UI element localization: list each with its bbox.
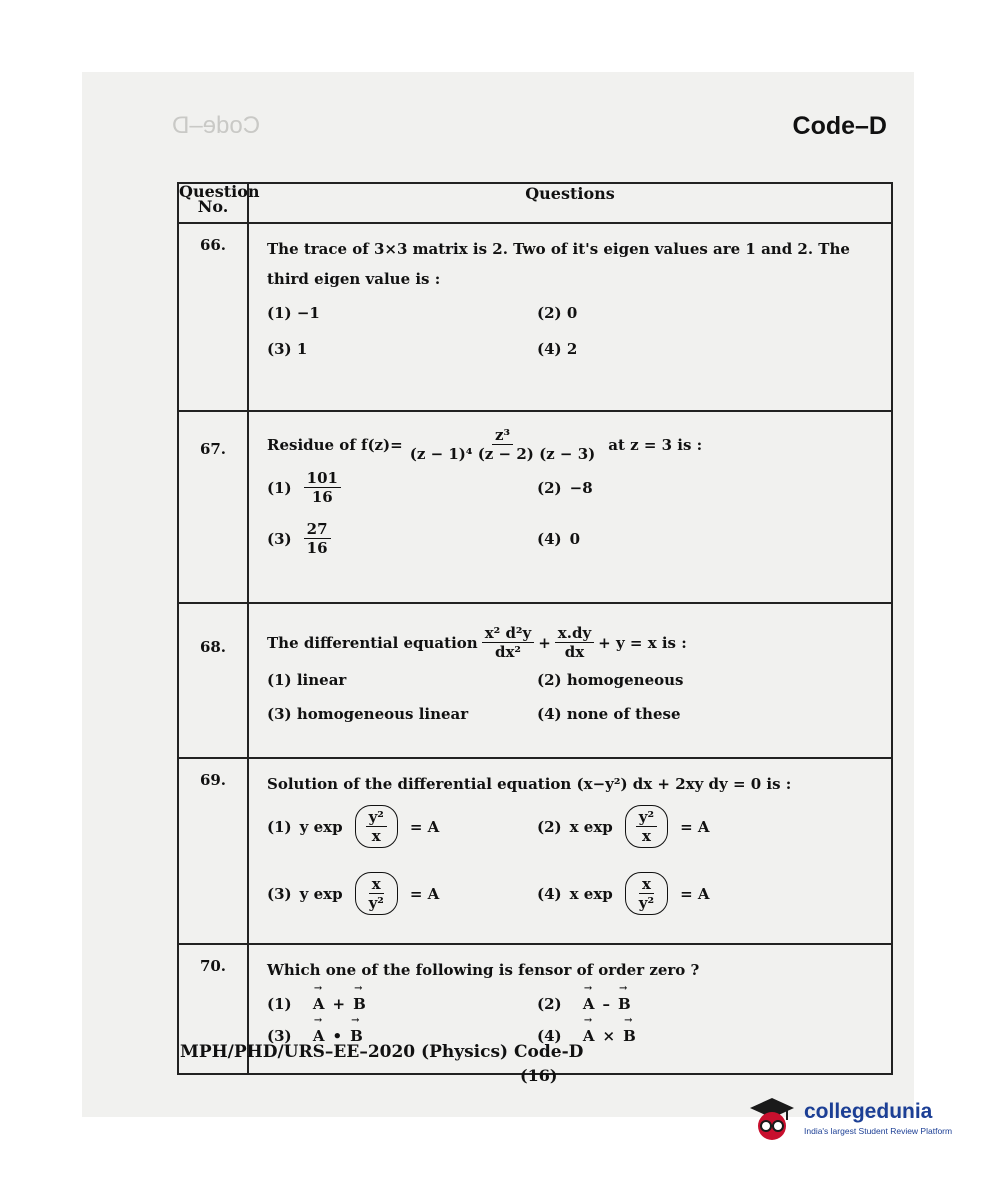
option: (2) → A – → B	[537, 991, 891, 1017]
option: (2) homogeneous	[537, 671, 684, 689]
option: (2) 0	[537, 304, 578, 322]
question-number: 68.	[178, 603, 248, 758]
question-number: 67.	[178, 411, 248, 603]
paper-footer: MPH/PHD/URS–EE–2020 (Physics) Code-D	[180, 1042, 584, 1062]
option: (3) homogeneous linear	[267, 705, 469, 723]
option: (1) −1	[267, 304, 320, 322]
option: (4) 2	[537, 340, 578, 358]
question-row	[178, 758, 892, 944]
option: (3) y exp $\frac{x}{\text{y²}}$ = A	[267, 872, 537, 915]
bleed-through-code: Code–D	[172, 112, 261, 139]
col-header-no: Question No.	[178, 183, 248, 223]
paper-code: Code–D	[792, 112, 887, 140]
brand-tagline: India's largest Student Review Platform	[804, 1126, 953, 1136]
option: (1) y exp $\frac{\text{y²}}{x}$ = A	[267, 805, 537, 848]
question-text: The differential equation	[267, 633, 478, 652]
question-text: Residue of f(z)=	[267, 435, 403, 454]
question-text-end: at z = 3 is :	[608, 435, 703, 454]
brand-name: collegedunia	[804, 1100, 933, 1123]
option: (3) 1	[267, 340, 308, 358]
question-row	[178, 603, 892, 758]
option: (1) → A + → B	[267, 991, 537, 1017]
question-number: 70.	[178, 944, 248, 1074]
option: (3) $\frac{27}{16}$	[267, 520, 537, 557]
option: (3) → A • → B	[267, 1023, 537, 1049]
question-row	[178, 411, 892, 603]
question-text: The trace of 3×3 matrix is 2. Two of it's eigen values are 1 and 2. The third eigen value is :	[267, 240, 850, 288]
fraction: $\frac{x.dy}{dx}$	[555, 624, 594, 661]
option: (4) x exp $\frac{x}{\text{y²}}$ = A	[537, 872, 891, 915]
option: (1) linear	[267, 671, 347, 689]
question-text: Solution of the differential equation (x−y²) dx + 2xy dy = 0 is :	[267, 775, 792, 793]
plus-sign: +	[538, 633, 551, 652]
question-row	[178, 223, 892, 411]
col-header-questions: Questions	[248, 183, 892, 223]
option: (4) → A × → B	[537, 1023, 891, 1049]
fraction: $\frac{\text{x² d²y}}{\text{dx²}}$	[482, 624, 535, 661]
option: (4) 0	[537, 529, 581, 548]
graduate-mascot-icon	[746, 1092, 798, 1144]
questions-table	[177, 182, 893, 1075]
option: (2) x exp $\frac{\text{y²}}{x}$ = A	[537, 805, 891, 848]
option: (2) −8	[537, 478, 593, 497]
question-number: 66.	[178, 223, 248, 411]
option: (1) $\frac{101}{16}$	[267, 469, 537, 506]
question-text-end: + y = x is :	[598, 633, 687, 652]
denominator: (z − 1)⁴ (z − 2) (z − 3)	[409, 445, 596, 463]
numerator: z³	[492, 426, 513, 445]
option: (4) none of these	[537, 705, 681, 723]
question-text: Which one of the following is fensor of order zero ?	[267, 961, 700, 979]
question-number: 69.	[178, 758, 248, 944]
fraction	[407, 426, 599, 463]
collegedunia-logo	[746, 1092, 952, 1144]
page-number: (16)	[520, 1066, 558, 1085]
